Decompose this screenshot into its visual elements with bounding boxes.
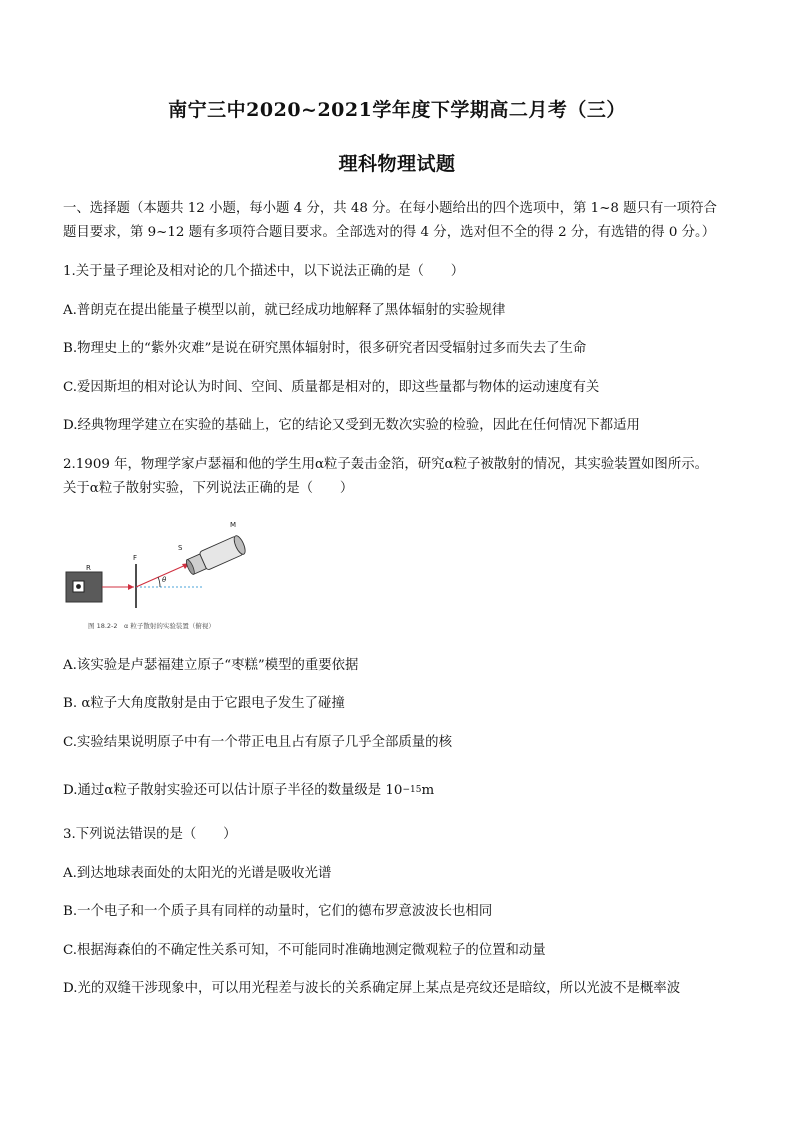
label-s: S (178, 544, 183, 552)
label-m: M (230, 521, 237, 529)
q1-stem: 1.关于量子理论及相对论的几个描述中，以下说法正确的是（ ） (63, 264, 465, 279)
q2-option-d-unit: m (421, 783, 435, 798)
label-theta: θ (162, 576, 167, 584)
incident-arrow (128, 584, 134, 590)
q2-option-d-text: D.通过α粒子散射实验还可以估计原子半径的数量级是 10 (63, 783, 403, 798)
alpha-scattering-apparatus-figure (60, 518, 260, 636)
q2-option-d (63, 782, 743, 801)
q1-option-d: D.经典物理学建立在实验的基础上，它的结论又受到无数次实验的检验，因此在任何情况下都适用 (63, 418, 640, 433)
q1-option-a: A.普朗克在提出能量子模型以前，就已经成功地解释了黑体辐射的实验规律 (63, 303, 506, 318)
q1-option-c: C.爱因斯坦的相对论认为时间、空间、质量都是相对的，即这些量都与物体的运动速度有关 (63, 380, 600, 395)
figure-caption: 图 18.2-2 α 粒子散射的实验装置（俯视） (88, 622, 215, 630)
q2-option-d-exponent: −15 (402, 785, 422, 795)
label-r: R (86, 564, 91, 572)
theta-arc (158, 577, 160, 587)
q3-option-c: C.根据海森伯的不确定性关系可知，不可能同时准确地测定微观粒子的位置和动量 (63, 943, 546, 958)
q3-option-a: A.到达地球表面处的太阳光的光谱是吸收光谱 (63, 866, 332, 881)
q2-stem-line-2: 关于α粒子散射实验，下列说法正确的是（ ） (63, 481, 354, 496)
source-dot (76, 584, 81, 589)
exam-title: 南宁三中2020~2021学年度下学期高二月考（三） (168, 99, 626, 121)
q2-stem-line-1: 2.1909 年，物理学家卢瑟福和他的学生用α粒子轰击金箔，研究α粒子被散射的情况，其实验装置如图所示。 (63, 457, 708, 472)
q2-option-a: A.该实验是卢瑟福建立原子“枣糕”模型的重要依据 (63, 658, 359, 673)
microscope (184, 534, 247, 577)
exam-subtitle: 理科物理试题 (338, 153, 456, 175)
label-f: F (133, 554, 138, 562)
q3-stem: 3.下列说法错误的是（ ） (63, 827, 237, 842)
section-instructions-line-1: 一、选择题（本题共 12 小题，每小题 4 分，共 48 分。在每小题给出的四个选项中，第 1~8 题只有一项符合 (63, 201, 717, 216)
section-instructions-line-2: 题目要求，第 9~12 题有多项符合题目要求。全部选对的得 4 分，选对但不全的得 2 分，有选错的得 0 分。） (63, 225, 716, 240)
q3-option-d: D.光的双缝干涉现象中，可以用光程差与波长的关系确定屏上某点是亮纹还是暗纹，所以光波不是概率波 (63, 981, 681, 996)
q3-option-b: B.一个电子和一个质子具有同样的动量时，它们的德布罗意波波长也相同 (63, 904, 493, 919)
q2-option-c: C.实验结果说明原子中有一个带正电且占有原子几乎全部质量的核 (63, 735, 452, 750)
q2-option-b: B. α粒子大角度散射是由于它跟电子发生了碰撞 (63, 696, 345, 711)
q1-option-b: B.物理史上的“紫外灾难”是说在研究黑体辐射时，很多研究者因受辐射过多而失去了生命 (63, 341, 587, 356)
